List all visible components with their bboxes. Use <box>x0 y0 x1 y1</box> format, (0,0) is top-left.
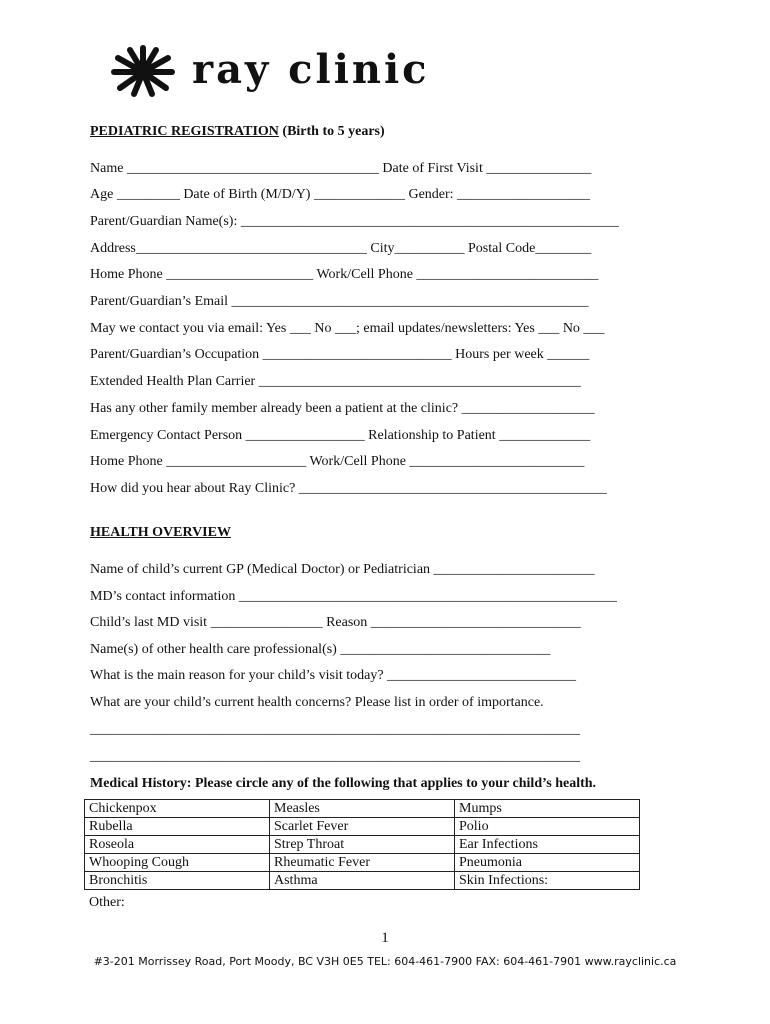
field-occupation-line[interactable]: Parent/Guardian’s Occupation ___________________________ Hours per week ______ <box>90 347 590 362</box>
field-gp-line[interactable]: Name of child’s current GP (Medical Doctor) or Pediatrician _______________________ <box>90 562 595 577</box>
health-concerns-blank-1[interactable]: ______________________________________________________________________ <box>90 722 580 737</box>
condition-cell[interactable]: Skin Infections: <box>455 872 640 890</box>
sunburst-icon <box>108 42 178 100</box>
condition-cell[interactable]: Scarlet Fever <box>270 818 455 836</box>
table-row <box>85 818 640 836</box>
table-row <box>85 800 640 818</box>
condition-cell[interactable]: Chickenpox <box>85 800 270 818</box>
footer-contact: #3-201 Morrissey Road, Port Moody, BC V3H 0E5 TEL: 604-461-7900 FAX: 604-461-7901 www.rayclinic.ca <box>93 955 677 968</box>
field-emergency-phone-line[interactable]: Home Phone ____________________ Work/Cell Phone _________________________ <box>90 454 585 469</box>
field-health-plan-line[interactable]: Extended Health Plan Carrier ______________________________________________ <box>90 374 581 389</box>
condition-cell[interactable]: Strep Throat <box>270 836 455 854</box>
field-email-consent-line[interactable]: May we contact you via email: Yes ___ No ___; email updates/newsletters: Yes ___ No ___ <box>90 321 605 336</box>
condition-cell[interactable]: Pneumonia <box>455 854 640 872</box>
health-concerns-blank-2[interactable]: ______________________________________________________________________ <box>90 749 580 764</box>
field-email-line[interactable]: Parent/Guardian’s Email ___________________________________________________ <box>90 294 589 309</box>
condition-cell[interactable]: Polio <box>455 818 640 836</box>
health-overview-title-text: HEALTH OVERVIEW <box>90 525 231 540</box>
field-phone-line[interactable]: Home Phone _____________________ Work/Cell Phone __________________________ <box>90 267 599 282</box>
medical-history-title: Medical History: Please circle any of the following that applies to your child’s health. <box>90 776 597 791</box>
field-family-patient-line[interactable]: Has any other family member already been a patient at the clinic? ___________________ <box>90 401 595 416</box>
condition-cell[interactable]: Asthma <box>270 872 455 890</box>
field-last-visit-line[interactable]: Child’s last MD visit ________________ Reason ______________________________ <box>90 615 581 630</box>
condition-cell[interactable]: Ear Infections <box>455 836 640 854</box>
field-address-line[interactable]: Address_________________________________ City__________ Postal Code________ <box>90 241 592 256</box>
field-parent-name-line[interactable]: Parent/Guardian Name(s): ______________________________________________________ <box>90 214 619 229</box>
page-number: 1 <box>381 930 389 946</box>
table-row <box>85 854 640 872</box>
table-row <box>85 836 640 854</box>
field-visit-reason-line[interactable]: What is the main reason for your child’s visit today? ___________________________ <box>90 668 577 683</box>
condition-cell[interactable]: Measles <box>270 800 455 818</box>
form-title <box>90 124 385 140</box>
condition-cell[interactable]: Rheumatic Fever <box>270 854 455 872</box>
field-referral-line[interactable]: How did you hear about Ray Clinic? ____________________________________________ <box>90 481 607 496</box>
health-overview-title <box>90 525 231 541</box>
table-row <box>85 872 640 890</box>
condition-cell[interactable]: Mumps <box>455 800 640 818</box>
field-age-line[interactable]: Age _________ Date of Birth (M/D/Y) _____________ Gender: ___________________ <box>90 187 591 202</box>
health-concerns-label: What are your child’s current health concerns? Please list in order of importance. <box>90 695 544 710</box>
condition-cell[interactable]: Whooping Cough <box>85 854 270 872</box>
logo-text: ray clinic <box>192 45 430 93</box>
condition-cell[interactable]: Rubella <box>85 818 270 836</box>
field-other-professionals-line[interactable]: Name(s) of other health care professional(s) ______________________________ <box>90 642 551 657</box>
form-title-main: PEDIATRIC REGISTRATION <box>90 124 279 139</box>
field-name-line[interactable]: Name ____________________________________ Date of First Visit _______________ <box>90 161 592 176</box>
field-md-contact-line[interactable]: MD’s contact information ______________________________________________________ <box>90 589 617 604</box>
form-title-suffix: (Birth to 5 years) <box>278 124 385 139</box>
field-emergency-contact-line[interactable]: Emergency Contact Person _________________ Relationship to Patient _____________ <box>90 428 591 443</box>
other-conditions-label[interactable]: Other: <box>89 895 125 910</box>
medical-history-table <box>84 799 640 890</box>
condition-cell[interactable]: Bronchitis <box>85 872 270 890</box>
condition-cell[interactable]: Roseola <box>85 836 270 854</box>
clinic-logo <box>108 40 430 102</box>
